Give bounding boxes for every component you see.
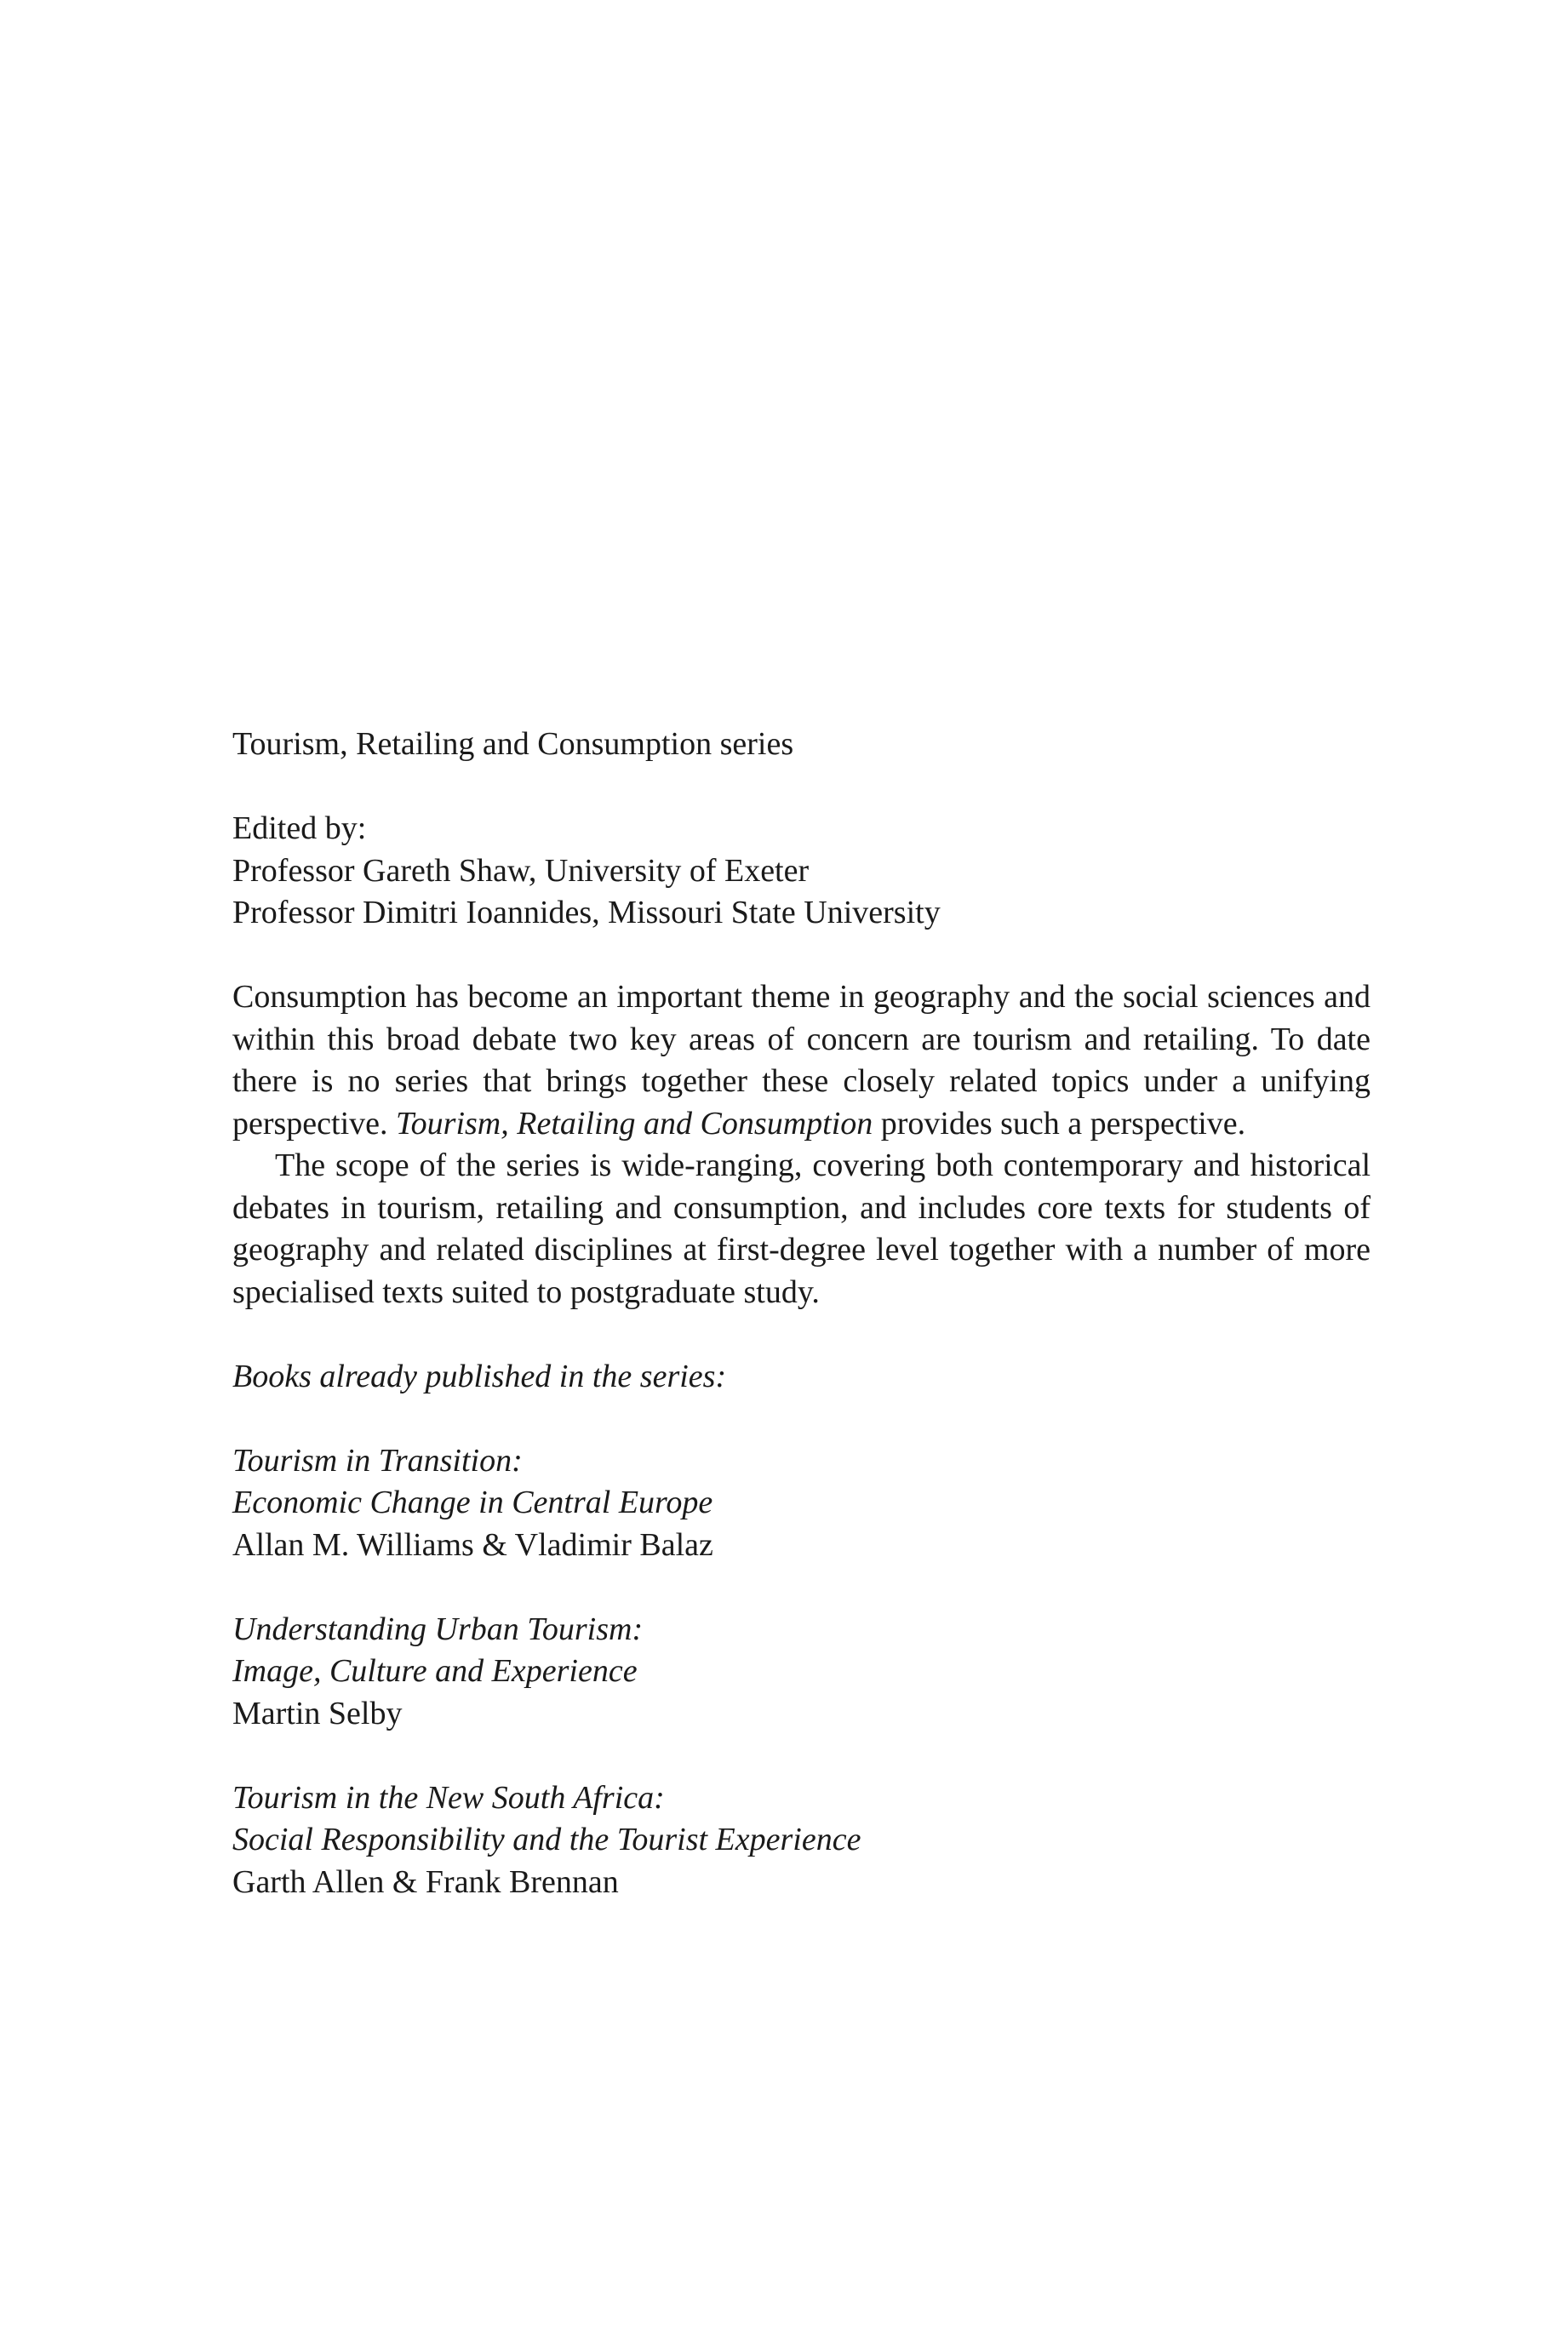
book-entry <box>232 1440 1371 1567</box>
series-description-paragraph-1 <box>232 976 1371 1145</box>
series-description-paragraph-2: The scope of the series is wide-ranging, covering both contemporary and historical debates in tourism, retailing and consumption, and includes core texts for students of geography and related disciplines at first-degree level together with a number of more specialised texts suited to postgraduate study. <box>232 1147 1371 1310</box>
editor-name: Professor Dimitri Ioannides, Missouri State University <box>232 895 941 930</box>
book-authors: Garth Allen & Frank Brennan <box>232 1863 619 1900</box>
editor-name: Professor Gareth Shaw, University of Exeter <box>232 852 810 889</box>
book-authors: Martin Selby <box>232 1695 403 1731</box>
book-entry <box>232 1609 1371 1736</box>
book-title: Understanding Urban Tourism: <box>232 1611 644 1647</box>
book-subtitle: Social Responsibility and the Tourist Experience <box>232 1822 861 1857</box>
book-entry <box>232 1777 1371 1904</box>
spacer <box>232 1735 1371 1777</box>
spacer <box>232 1313 1371 1356</box>
description-text: Consumption has become an important theme in geography and the social sciences and within this broad debate two key areas of concern are tourism and retailing. To date there is no series that brings together these closely related topics under a unifying perspective. <box>232 979 1371 1142</box>
series-name-italic: Tourism, Retailing and Consumption <box>396 1105 873 1142</box>
spacer <box>232 935 1371 977</box>
books-heading: Books already published in the series: <box>232 1358 727 1394</box>
edited-by-label: Edited by: <box>232 810 367 846</box>
series-title: Tourism, Retailing and Consumption series <box>232 726 794 762</box>
spacer <box>232 766 1371 809</box>
book-subtitle: Image, Culture and Experience <box>232 1653 638 1689</box>
book-title: Tourism in the New South Africa: <box>232 1779 665 1816</box>
book-subtitle: Economic Change in Central Europe <box>232 1485 713 1520</box>
book-title: Tourism in Transition: <box>232 1442 523 1479</box>
book-authors: Allan M. Williams & Vladimir Balaz <box>232 1526 713 1563</box>
series-page-body <box>232 724 1371 1903</box>
spacer <box>232 1566 1371 1609</box>
spacer <box>232 1398 1371 1440</box>
description-text: provides such a perspective. <box>873 1105 1246 1142</box>
